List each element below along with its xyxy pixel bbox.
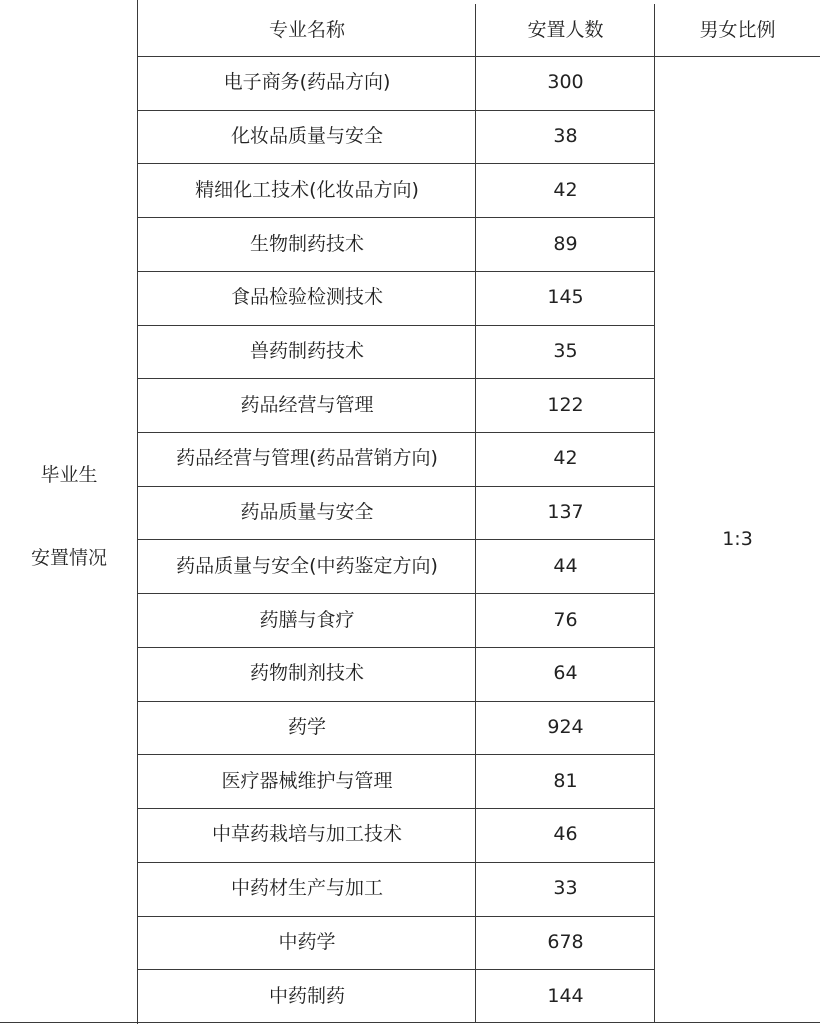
row-border [138,271,655,272]
count-cell: 678 [547,930,584,953]
vertical-border-left [137,0,138,1024]
row-border [138,593,655,594]
count-cell: 46 [553,823,578,846]
row-border [138,432,655,433]
row-border [138,969,655,970]
row-border [138,916,655,917]
count-cell: 42 [553,178,578,201]
major-cell: 兽药制药技术 [249,339,364,362]
major-cell: 中药制药 [268,984,345,1007]
major-cell: 药品质量与安全 [240,501,374,524]
count-cell: 35 [553,339,578,362]
count-cell: 144 [547,984,584,1007]
major-cell: 药物制剂技术 [249,662,364,685]
header-count: 安置人数 [527,18,604,41]
major-cell: 化妆品质量与安全 [230,125,383,148]
row-border [138,325,655,326]
major-cell: 药膳与食疗 [259,608,355,631]
count-cell: 81 [553,769,578,792]
row-border [138,378,655,379]
count-cell: 33 [553,877,578,900]
major-cell: 电子商务(药品方向) [223,71,391,94]
header-bottom-border [138,56,820,57]
row-border [138,163,655,164]
header-major: 专业名称 [268,18,345,41]
row-border [138,647,655,648]
section-label-line1: 毕业生 [40,464,98,486]
count-cell: 122 [547,393,584,416]
major-cell: 生物制药技术 [249,232,364,255]
count-cell: 76 [553,608,578,631]
major-cell: 精细化工技术(化妆品方向) [195,178,419,201]
major-cell: 药学 [287,715,326,738]
section-label-line2: 安置情况 [30,547,107,569]
gender-ratio-cell: 1:3 [722,527,753,550]
count-cell: 38 [553,125,578,148]
row-border [138,217,655,218]
major-cell: 中药学 [278,930,336,953]
count-cell: 137 [547,501,584,524]
count-cell: 145 [547,286,584,309]
major-cell: 药品质量与安全(中药鉴定方向) [176,554,438,577]
major-cell: 中草药栽培与加工技术 [211,823,402,846]
major-cell: 医疗器械维护与管理 [221,769,393,792]
row-border [138,862,655,863]
major-cell: 药品经营与管理 [240,393,374,416]
header-ratio: 男女比例 [699,18,776,41]
major-cell: 药品经营与管理(药品营销方向) [176,447,438,470]
row-border [138,808,655,809]
major-cell: 中药材生产与加工 [230,877,383,900]
row-border [138,486,655,487]
table-bottom-border [0,1022,820,1023]
vertical-border-col2 [654,4,655,1023]
row-border [138,701,655,702]
row-border [138,539,655,540]
count-cell: 64 [553,662,578,685]
count-cell: 44 [553,554,578,577]
count-cell: 89 [553,232,578,255]
major-cell: 食品检验检测技术 [230,286,383,309]
count-cell: 42 [553,447,578,470]
section-label [0,460,138,570]
row-border [138,754,655,755]
count-cell: 300 [547,71,584,94]
vertical-border-col1 [475,4,476,1023]
count-cell: 924 [547,715,584,738]
row-border [138,110,655,111]
